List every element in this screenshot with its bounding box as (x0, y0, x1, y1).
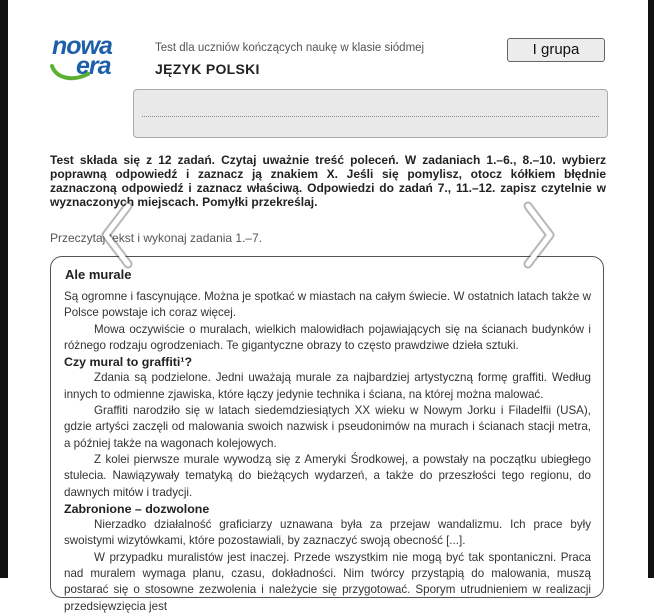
test-subtitle: Test dla uczniów kończących naukę w klasie siódmej (155, 42, 425, 54)
logo-text-top: nowa (52, 32, 112, 60)
article-paragraph: Mowa oczywiście o muralach, wielkich malowidłach pojawiających się na ścianach budynków i różnego rodzaju ogrodzeniach. Te gigantyczne obrazy to często prawdziwe dzieła sztuki. (64, 322, 591, 352)
logo-swoosh-icon (50, 62, 90, 84)
student-name-field[interactable] (133, 89, 608, 138)
article-paragraph: Z kolei pierwsze murale wywodzą się z Ameryki Środkowej, a powstały na początku ubiegłego stulecia. Nawiązywały tematyką do bieżących wydarzeń, a także do przeszłości tego regionu, do dawnych mitów i tradycji. (64, 452, 591, 499)
logo-text-bottom: era (76, 52, 111, 80)
article-title: Ale murale (65, 267, 132, 282)
article-paragraph: Graffiti narodziło się w latach siedemdziesiątych XX wieku w Nowym Jorku i Filadelfii (USA), gdzie artyści zaczęli od malowania swoich nazwisk i pseudonimów na murach i ścianach stacji metra, a później także na wagonach kolejowych. (64, 404, 591, 450)
name-dotted-line (142, 116, 599, 117)
left-edge (0, 0, 8, 578)
article-subheading: Czy mural to graffiti¹? (64, 355, 193, 370)
previous-page-button[interactable] (98, 200, 138, 270)
article-body (64, 289, 591, 615)
article-paragraph: Są ogromne i fascynujące. Można je spotkać w miastach na całym świecie. W ostatnich latach także w Polsce powstaje ich coraz więcej. (64, 290, 591, 320)
article-paragraph: W przypadku muralistów jest inaczej. Przede wszystkim nie mogą być tak spontaniczni. Praca nad muralem wymaga planu, czasu, dokładności. Nim twórcy przystąpią do malowania, muszą postarać się o stosowne zezwolenia i należycie się przygotować. Sporym utrudnieniem w realizacji przedsięwzięcia jest (64, 550, 591, 613)
next-page-button[interactable] (518, 200, 558, 270)
article-box (50, 256, 604, 613)
chevron-right-icon (518, 200, 558, 270)
document-page (8, 0, 648, 613)
nowa-era-logo (50, 32, 140, 92)
chevron-left-icon (98, 200, 138, 270)
subject-title: JĘZYK POLSKI (155, 61, 260, 77)
reading-instruction: Przeczytaj tekst i wykonaj zadania 1.–7. (50, 231, 263, 245)
article-paragraph: Zdania są podzielone. Jedni uważają murale za najbardziej artystyczną formę graffiti. Według innych to odmienne zjawiska, które łączy jedynie technika i ściana, na której można malować. (64, 371, 591, 401)
right-edge (648, 0, 654, 578)
group-label: I grupa (507, 38, 605, 62)
test-instructions: Test składa się z 12 zadań. Czytaj uważnie treść poleceń. W zadaniach 1.–6., 8.–10. wybierz poprawną odpowiedź i zaznacz ją znakiem X. Jeśli się pomylisz, otocz kółkiem błędnie zaznaczoną odpowiedź i zaznacz właściwą. Odpowiedzi do zadań 7., 11.–12. zapisz czytelnie w wyznaczonych miejscach. Pomyłki przekreślaj. (50, 153, 606, 209)
article-subheading: Zabronione – dozwolone (64, 501, 210, 516)
article-paragraph: Nierzadko działalność graficiarzy uznawana była za przejaw wandalizmu. Ich prace były swoistymi wizytówkami, które pozostawiali, by zaznaczyć swoją obecność [...]. (64, 518, 591, 548)
